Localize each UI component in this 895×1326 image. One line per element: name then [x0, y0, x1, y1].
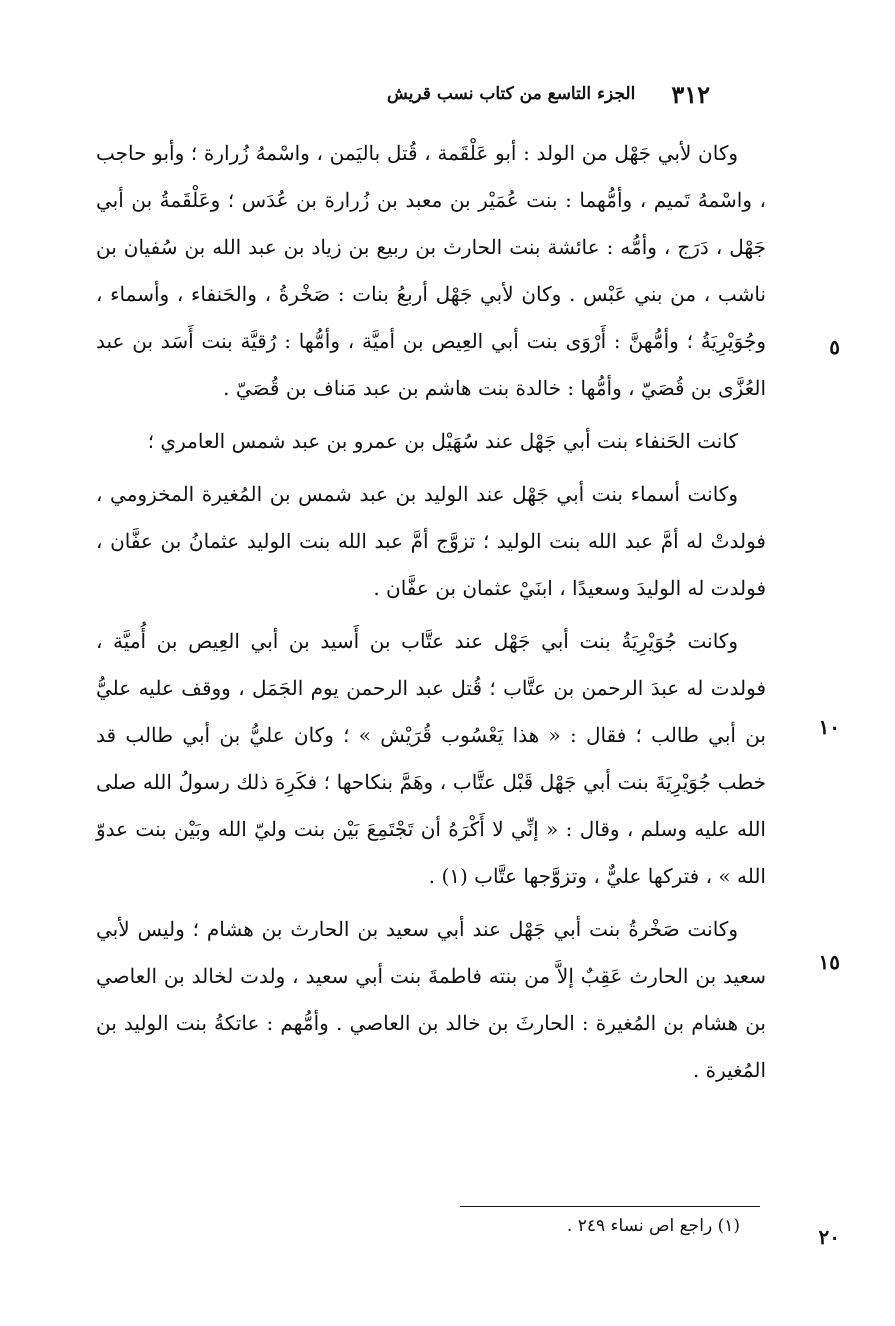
main-text — [96, 130, 766, 1094]
line-number: ١٥ — [818, 950, 840, 974]
paragraph: وكانت صَخْرةُ بنت أبي جَهْل عند أبي سعيد بن الحارث بن هشام ؛ وليس لأبي سعيد بن الحارث عَقِبٌ إلاَّ من بنته فاطمةَ بنت أبي سعيد ، ولدت لخالد بن العاصي بن هشام بن المُغيرة : الحارثَ بن خالد بن العاصي . وأمُّهم : عاتكةُ بنت الوليد بن المُغيرة . — [96, 917, 766, 1082]
line-number: ١٠ — [818, 715, 840, 739]
line-number: ٢٠ — [818, 1225, 840, 1249]
paragraph: وكانت جُوَيْرِيَةُ بنت أبي جَهْل عند عتَّاب بن أَسيد بن أبي العِيص بن أُميَّة ، فولدت له عبدَ الرحمن بن عتَّاب ؛ قُتل عبد الرحمن يوم الجَمَل ، ووقف عليه عليُّ بن أبي طالب ؛ فقال : « هذا يَعْسُوب قُرَيْش » ؛ وكان عليُّ بن أبي طالب قد خطب جُوَيْرِيَةَ بنت أبي جَهْل قَبْل عتَّاب ، وهَمَّ بنكاحها ؛ فكَرِهَ ذلك رسولُ الله صلى الله عليه وسلم ، وقال : « إنِّي لا أَكْرَهُ أن تَجْتَمِعَ بَيْن بنت وليّ الله وبَيْن بنت عدوّ الله » ، فتركها عليٌّ ، وتزوَّجها عتَّاب (١) . — [96, 629, 766, 888]
paragraph: كانت الحَنفاء بنت أبي جَهْل عند سُهَيْل بن عمرو بن عبد شمس العامري ؛ — [147, 429, 738, 453]
running-title: الجزء التاسع من كتاب نسب قريش — [387, 84, 636, 104]
paragraph: وكان لأبي جَهْل من الولد : أبو عَلْقَمة ، قُتل باليَمن ، واسْمهُ زُرارة ؛ وأبو حاجب ، واسْمهُ تَميم ، وأمُّهما : بنت عُمَيْر بن معبد بن زُرارة بن عُدَس ؛ وعَلْقَمةُ بن أبي جَهْل ، دَرَج ، وأمُّه : عائشة بنت الحارث بن ربيع بن زياد بن عبد الله بن سُفيان بن ناشب ، من بني عَبْس . وكان لأبي جَهْل أربعُ بنات : صَخْرةُ ، والحَنفاء ، وأسماء ، وجُوَيْرِيَةُ ؛ وأمُّهنَّ : أَرْوَى بنت أبي العِيص بن أميَّة ، وأمُّها : رُقيَّة بنت أَسَد بن عبد العُزَّى بن قُصَيّ ، وأمُّها : خالدة بنت هاشم بن عبد مَناف بن قُصَيّ . — [96, 141, 766, 400]
footnote-divider — [460, 1206, 760, 1207]
page-header — [280, 74, 710, 114]
footnote: (١) راجع اص نساء ٢٤٩ . — [566, 1216, 740, 1236]
paragraph: وكانت أسماء بنت أبي جَهْل عند الوليد بن عبد شمس بن المُغيرة المخزومي ، فولدتْ له أمَّ عبد الله بنت الوليد ؛ تزوَّج أمَّ عبد الله بنت الوليد عثمانُ بن عفَّان ، فولدت له الوليدَ وسعيدًا ، ابنَيْ عثمان بن عفَّان . — [96, 482, 766, 600]
line-number: ٥ — [829, 335, 840, 359]
page-number: ٣١٢ — [671, 79, 710, 109]
